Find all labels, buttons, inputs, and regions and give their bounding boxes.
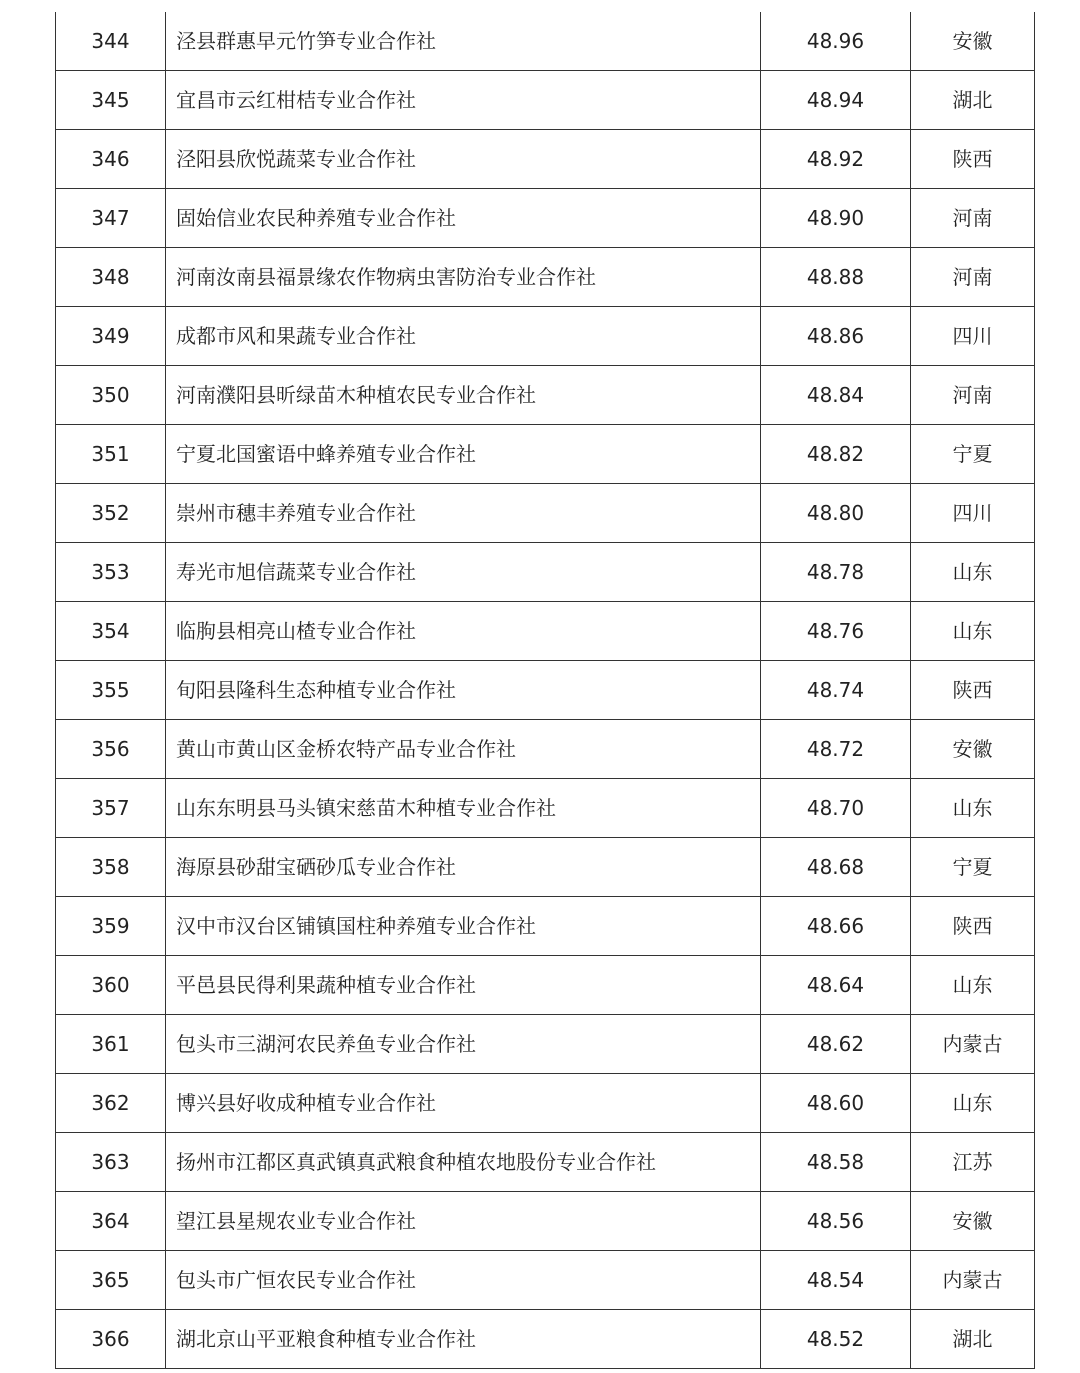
province-cell: 湖北	[911, 1310, 1035, 1369]
table-row	[56, 71, 1035, 130]
province-cell: 宁夏	[911, 838, 1035, 897]
cooperative-name-cell: 河南濮阳县昕绿苗木种植农民专业合作社	[166, 366, 761, 425]
province-cell: 山东	[911, 779, 1035, 838]
province-cell: 安徽	[911, 720, 1035, 779]
score-cell: 48.82	[761, 425, 911, 484]
cooperative-name-cell: 黄山市黄山区金桥农特产品专业合作社	[166, 720, 761, 779]
rank-cell: 362	[56, 1074, 166, 1133]
score-cell: 48.94	[761, 71, 911, 130]
table-row	[56, 1133, 1035, 1192]
cooperative-name-cell: 湖北京山平亚粮食种植专业合作社	[166, 1310, 761, 1369]
table-row	[56, 897, 1035, 956]
rank-cell: 350	[56, 366, 166, 425]
province-cell: 江苏	[911, 1133, 1035, 1192]
rank-cell: 366	[56, 1310, 166, 1369]
score-cell: 48.88	[761, 248, 911, 307]
table-row	[56, 1015, 1035, 1074]
cooperative-name-cell: 博兴县好收成种植专业合作社	[166, 1074, 761, 1133]
rank-cell: 349	[56, 307, 166, 366]
score-cell: 48.76	[761, 602, 911, 661]
score-cell: 48.60	[761, 1074, 911, 1133]
province-cell: 内蒙古	[911, 1015, 1035, 1074]
province-cell: 河南	[911, 366, 1035, 425]
cooperative-name-cell: 河南汝南县福景缘农作物病虫害防治专业合作社	[166, 248, 761, 307]
cooperative-name-cell: 固始信业农民种养殖专业合作社	[166, 189, 761, 248]
rank-cell: 344	[56, 12, 166, 71]
cooperative-name-cell: 汉中市汉台区铺镇国柱种养殖专业合作社	[166, 897, 761, 956]
province-cell: 河南	[911, 248, 1035, 307]
rank-cell: 352	[56, 484, 166, 543]
score-cell: 48.80	[761, 484, 911, 543]
cooperative-name-cell: 包头市广恒农民专业合作社	[166, 1251, 761, 1310]
province-cell: 湖北	[911, 71, 1035, 130]
table-row	[56, 366, 1035, 425]
province-cell: 内蒙古	[911, 1251, 1035, 1310]
rank-cell: 364	[56, 1192, 166, 1251]
province-cell: 四川	[911, 484, 1035, 543]
score-cell: 48.62	[761, 1015, 911, 1074]
table-row	[56, 1310, 1035, 1369]
cooperative-name-cell: 山东东明县马头镇宋慈苗木种植专业合作社	[166, 779, 761, 838]
score-cell: 48.86	[761, 307, 911, 366]
table-row	[56, 602, 1035, 661]
ranking-table-container	[55, 12, 1032, 1369]
table-row	[56, 12, 1035, 71]
table-row	[56, 956, 1035, 1015]
cooperative-name-cell: 泾县群惠早元竹笋专业合作社	[166, 12, 761, 71]
cooperative-name-cell: 宜昌市云红柑桔专业合作社	[166, 71, 761, 130]
score-cell: 48.72	[761, 720, 911, 779]
province-cell: 陕西	[911, 897, 1035, 956]
table-row	[56, 1074, 1035, 1133]
cooperative-name-cell: 成都市风和果蔬专业合作社	[166, 307, 761, 366]
score-cell: 48.70	[761, 779, 911, 838]
score-cell: 48.66	[761, 897, 911, 956]
table-row	[56, 661, 1035, 720]
cooperative-name-cell: 寿光市旭信蔬菜专业合作社	[166, 543, 761, 602]
cooperative-name-cell: 平邑县民得利果蔬种植专业合作社	[166, 956, 761, 1015]
ranking-table	[55, 12, 1035, 1369]
rank-cell: 363	[56, 1133, 166, 1192]
table-row	[56, 543, 1035, 602]
table-row	[56, 1192, 1035, 1251]
rank-cell: 358	[56, 838, 166, 897]
province-cell: 陕西	[911, 130, 1035, 189]
cooperative-name-cell: 望江县星规农业专业合作社	[166, 1192, 761, 1251]
province-cell: 山东	[911, 543, 1035, 602]
province-cell: 四川	[911, 307, 1035, 366]
cooperative-name-cell: 包头市三湖河农民养鱼专业合作社	[166, 1015, 761, 1074]
cooperative-name-cell: 扬州市江都区真武镇真武粮食种植农地股份专业合作社	[166, 1133, 761, 1192]
rank-cell: 351	[56, 425, 166, 484]
province-cell: 山东	[911, 1074, 1035, 1133]
province-cell: 陕西	[911, 661, 1035, 720]
rank-cell: 357	[56, 779, 166, 838]
rank-cell: 353	[56, 543, 166, 602]
score-cell: 48.96	[761, 12, 911, 71]
cooperative-name-cell: 崇州市穗丰养殖专业合作社	[166, 484, 761, 543]
table-row	[56, 130, 1035, 189]
rank-cell: 365	[56, 1251, 166, 1310]
rank-cell: 348	[56, 248, 166, 307]
score-cell: 48.84	[761, 366, 911, 425]
score-cell: 48.64	[761, 956, 911, 1015]
cooperative-name-cell: 海原县砂甜宝硒砂瓜专业合作社	[166, 838, 761, 897]
score-cell: 48.54	[761, 1251, 911, 1310]
rank-cell: 356	[56, 720, 166, 779]
cooperative-name-cell: 临朐县相亮山楂专业合作社	[166, 602, 761, 661]
province-cell: 山东	[911, 956, 1035, 1015]
rank-cell: 355	[56, 661, 166, 720]
table-row	[56, 307, 1035, 366]
table-row	[56, 1251, 1035, 1310]
rank-cell: 354	[56, 602, 166, 661]
rank-cell: 345	[56, 71, 166, 130]
score-cell: 48.56	[761, 1192, 911, 1251]
score-cell: 48.74	[761, 661, 911, 720]
rank-cell: 346	[56, 130, 166, 189]
rank-cell: 359	[56, 897, 166, 956]
cooperative-name-cell: 泾阳县欣悦蔬菜专业合作社	[166, 130, 761, 189]
score-cell: 48.92	[761, 130, 911, 189]
province-cell: 宁夏	[911, 425, 1035, 484]
score-cell: 48.52	[761, 1310, 911, 1369]
province-cell: 安徽	[911, 1192, 1035, 1251]
province-cell: 河南	[911, 189, 1035, 248]
score-cell: 48.68	[761, 838, 911, 897]
rank-cell: 361	[56, 1015, 166, 1074]
cooperative-name-cell: 旬阳县隆科生态种植专业合作社	[166, 661, 761, 720]
score-cell: 48.90	[761, 189, 911, 248]
province-cell: 安徽	[911, 12, 1035, 71]
table-row	[56, 720, 1035, 779]
rank-cell: 347	[56, 189, 166, 248]
table-row	[56, 248, 1035, 307]
table-row	[56, 779, 1035, 838]
table-row	[56, 838, 1035, 897]
table-row	[56, 484, 1035, 543]
score-cell: 48.78	[761, 543, 911, 602]
table-row	[56, 425, 1035, 484]
score-cell: 48.58	[761, 1133, 911, 1192]
table-body	[56, 12, 1035, 1369]
rank-cell: 360	[56, 956, 166, 1015]
province-cell: 山东	[911, 602, 1035, 661]
cooperative-name-cell: 宁夏北国蜜语中蜂养殖专业合作社	[166, 425, 761, 484]
table-row	[56, 189, 1035, 248]
